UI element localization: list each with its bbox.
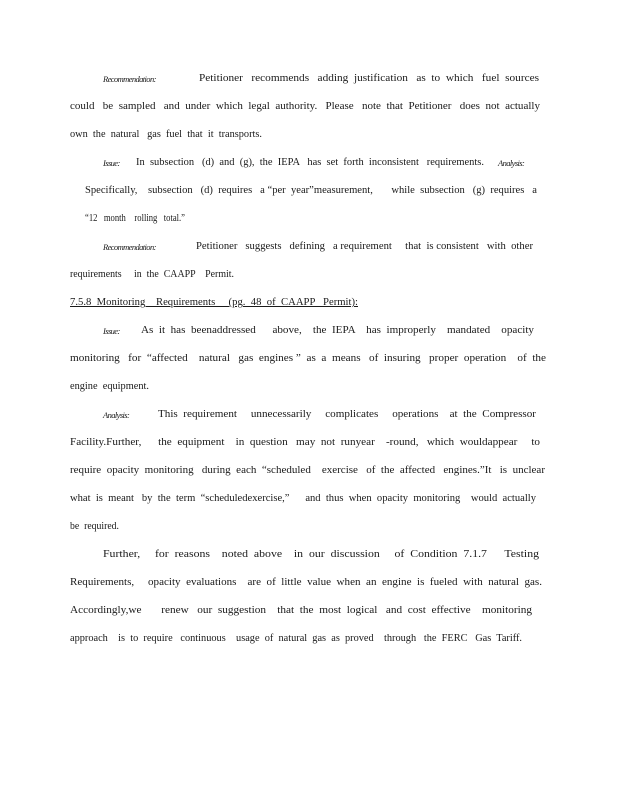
paragraph-line: Requirements, opacity evaluations are of little value when an engine is fueled with natural gas. — [70, 577, 542, 588]
paragraph-line: Facility.Further, the equipment in question may not runyear -round, which wouldappear to — [70, 437, 540, 448]
section-heading: 7.5.8 Monitoring Requirements (pg. 48 of CAAPP Permit): — [70, 297, 359, 308]
recommendation-label: Recommendation: — [103, 74, 156, 84]
paragraph-line: As it has beenaddressed above, the IEPA has improperly mandated opacity — [141, 325, 534, 336]
paragraph-line: This requirement unnecessarily complicates operations at the Compressor — [158, 409, 536, 420]
issue-label: Issue: — [103, 326, 120, 336]
paragraph-line: Further, for reasons noted above in our discussion of Condition 7.1.7 Testing — [103, 549, 539, 560]
paragraph-line: Petitioner suggests defining a requirement that is consistent with other — [196, 241, 533, 252]
paragraph-line: require opacity monitoring during each “scheduled exercise of the affected engines.”It is unclear — [70, 465, 545, 476]
analysis-label: Analysis: — [103, 410, 130, 420]
paragraph-line: Specifically, subsection (d) requires a “per year”measurement, while subsection (g) requires a — [85, 185, 537, 196]
paragraph-line: Accordingly,we renew our suggestion that the most logical and cost effective monitoring — [70, 605, 532, 616]
paragraph-line: approach is to require continuous usage of natural gas as proved through the FERC Gas Tariff. — [70, 633, 522, 644]
paragraph-line: own the natural gas fuel that it transports. — [70, 129, 262, 140]
paragraph-line: requirements in the CAAPP Permit. — [70, 269, 234, 280]
paragraph-line: monitoring for “affected natural gas engines ” as a means of insuring proper operation of the — [70, 353, 546, 364]
recommendation-label: Recommendation: — [103, 242, 156, 252]
paragraph-line: be required. — [70, 521, 119, 532]
paragraph-line: In subsection (d) and (g), the IEPA has set forth inconsistent requirements. — [136, 157, 484, 168]
analysis-label: Analysis: — [498, 158, 525, 168]
paragraph-line: “12 month rolling total.” — [85, 213, 185, 224]
issue-label: Issue: — [103, 158, 120, 168]
paragraph-line: could be sampled and under which legal authority. Please note that Petitioner does not actually — [70, 101, 540, 112]
paragraph-line: engine equipment. — [70, 381, 149, 392]
paragraph-line: what is meant by the term “scheduledexercise,” and thus when opacity monitoring would actually — [70, 493, 536, 504]
paragraph-line: Petitioner recommends adding justification as to which fuel sources — [199, 73, 539, 84]
